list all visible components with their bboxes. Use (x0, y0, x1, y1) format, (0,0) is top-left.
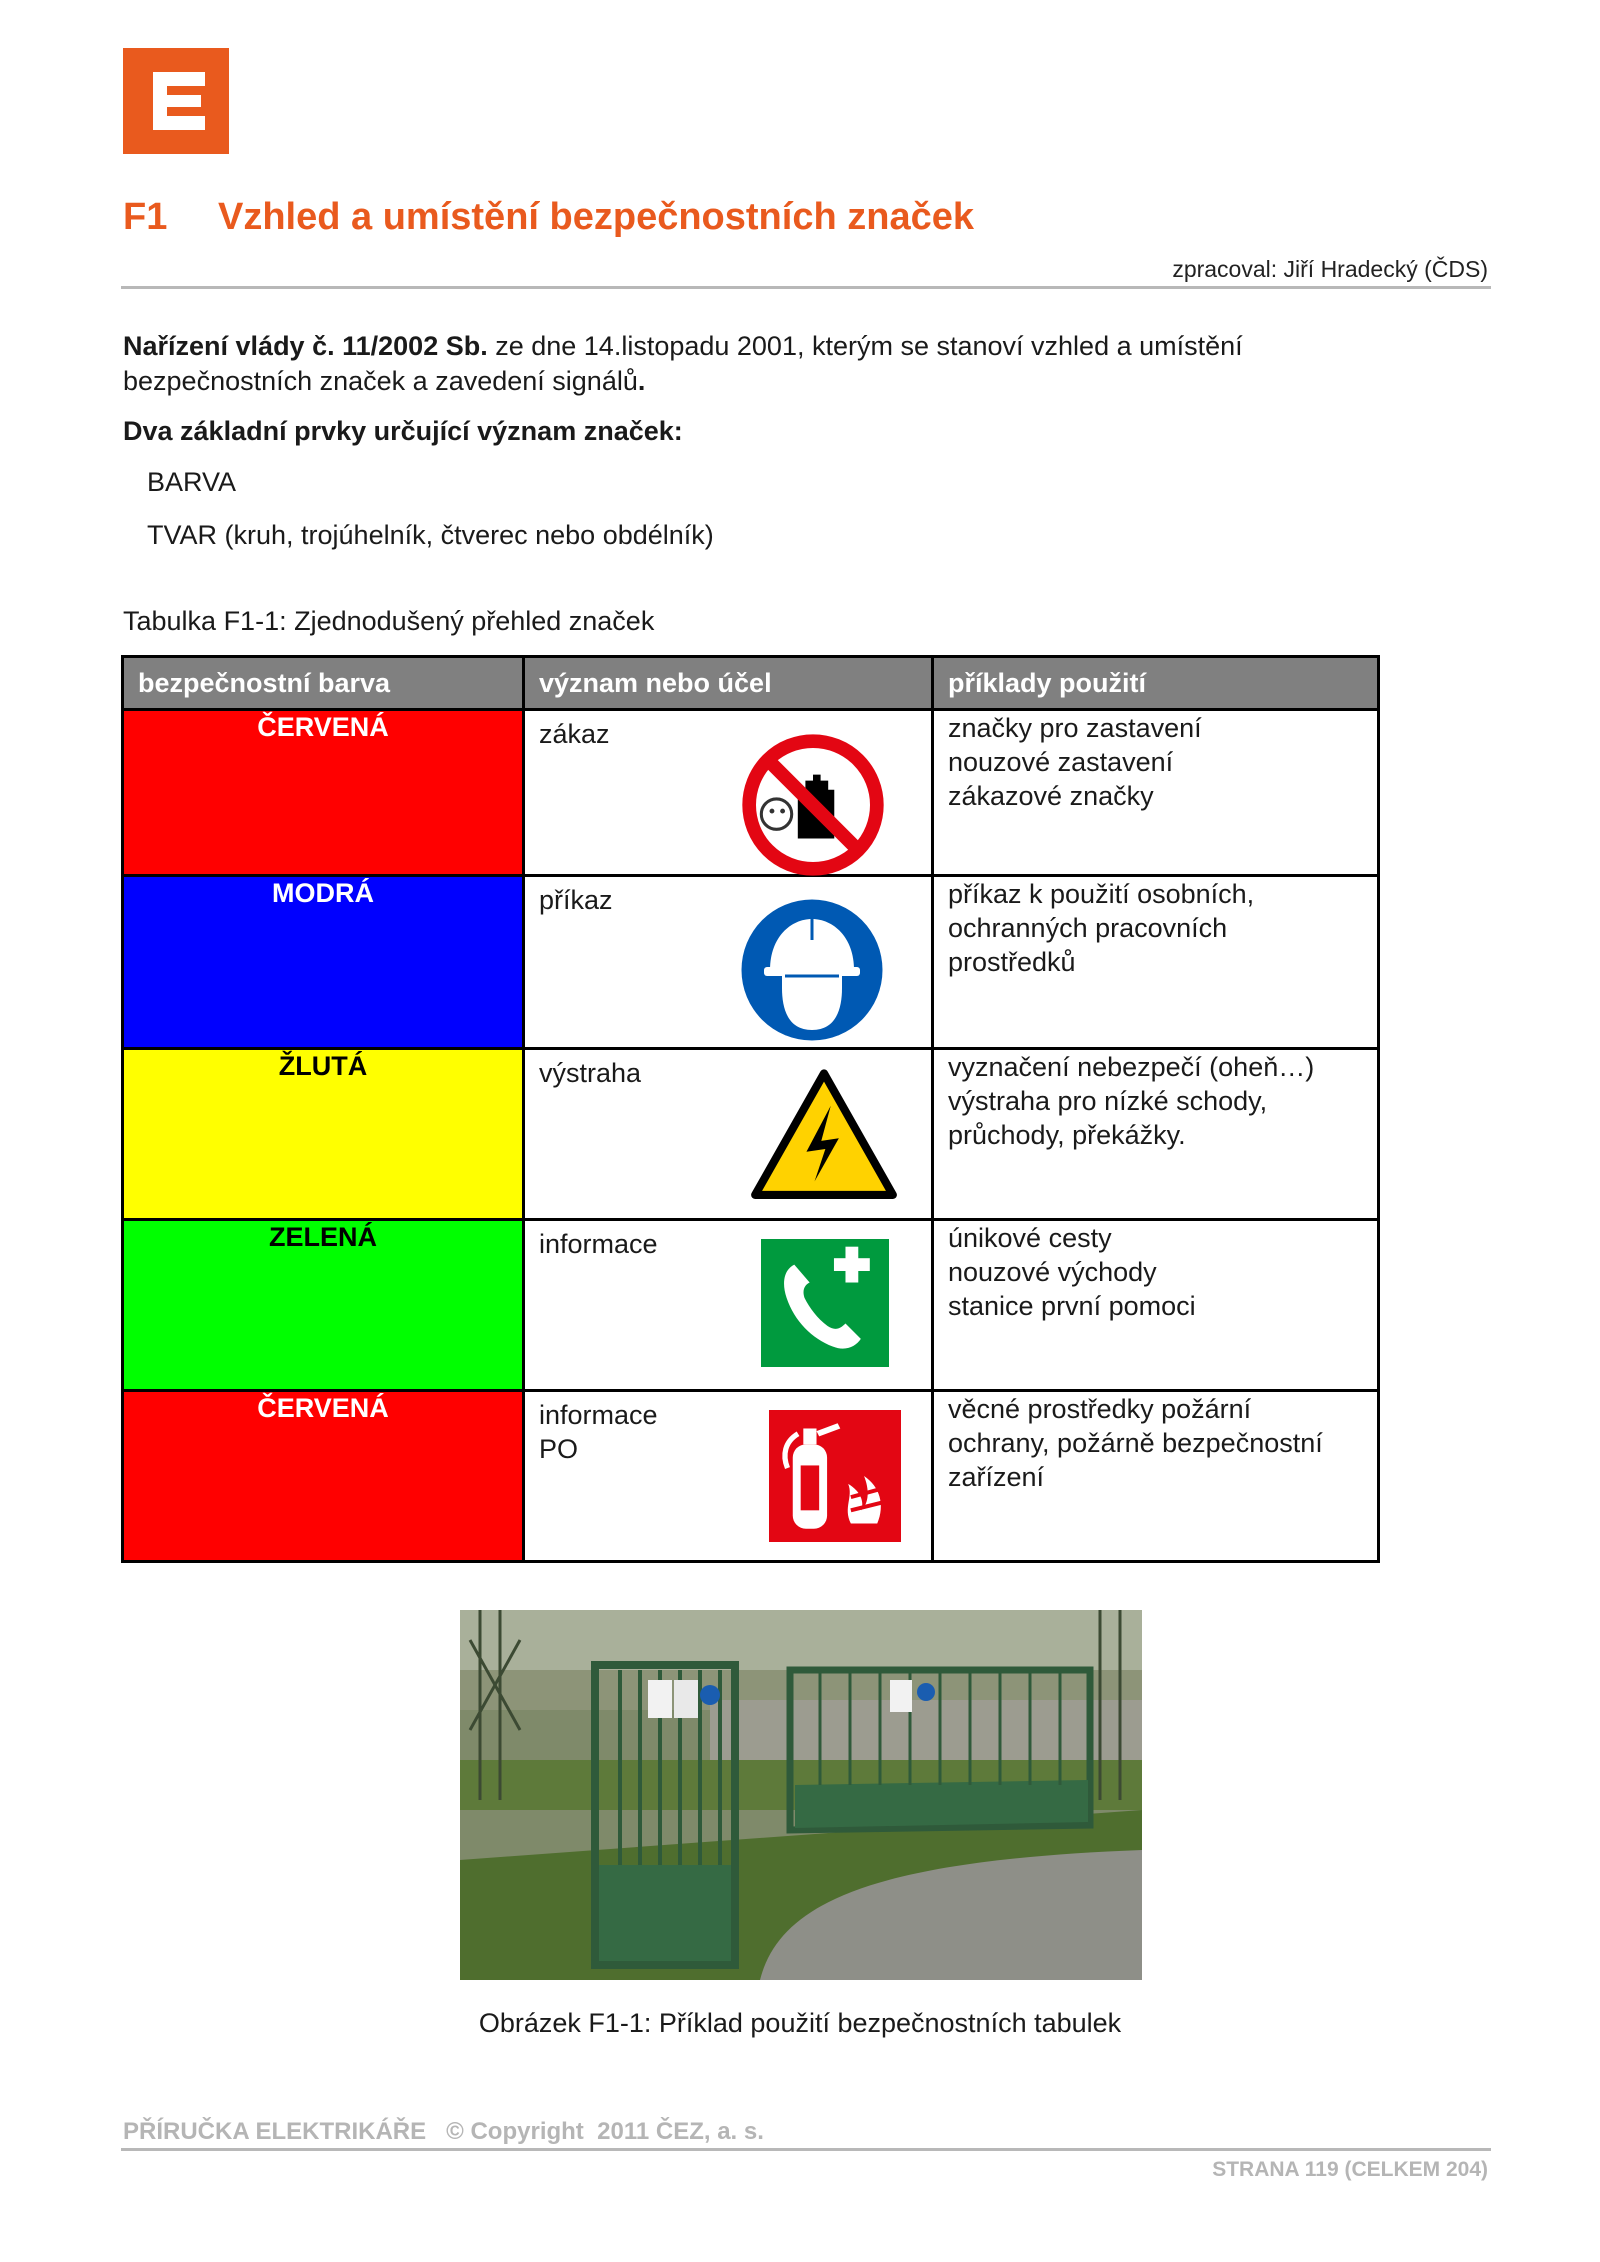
examples-cell (933, 1391, 1379, 1562)
prohibition-icon (737, 729, 889, 881)
example-item: nouzové zastavení (948, 747, 1174, 777)
footer-copyright: PŘÍRUČKA ELEKTRIKÁŘE © Copyright 2011 ČEZ, a. s. (123, 2118, 764, 2145)
examples-cell (933, 1220, 1379, 1391)
high-voltage-warning-icon (749, 1068, 899, 1203)
table-caption: Tabulka F1-1: Zjednodušený přehled značek (123, 606, 655, 636)
meaning-cell (524, 1049, 933, 1220)
table-row (123, 1391, 1379, 1562)
section-number: F1 (123, 196, 168, 238)
intro-paragraph (123, 329, 1383, 399)
example-item: stanice první pomoci (948, 1291, 1196, 1321)
table-row (123, 710, 1379, 876)
example-item: prostředků (948, 947, 1076, 977)
meaning-text: příkaz (539, 885, 613, 915)
examples-cell (933, 710, 1379, 876)
example-item: nouzové východy (948, 1257, 1157, 1287)
page-title (123, 196, 974, 239)
example-item: průchody, překážky. (948, 1120, 1186, 1150)
example-item: příkaz k použití osobních, (948, 879, 1255, 909)
color-cell: ZELENÁ (123, 1220, 524, 1391)
example-item: zařízení (948, 1462, 1045, 1492)
color-cell: ČERVENÁ (123, 710, 524, 876)
table-row (123, 1049, 1379, 1220)
table-header-row (123, 657, 1379, 710)
page-number: STRANA 119 (CELKEM 204) (1212, 2158, 1488, 2181)
law-reference: Nařízení vlády č. 11/2002 Sb. (123, 331, 488, 361)
meaning-text: výstraha (539, 1058, 642, 1088)
color-cell: ŽLUTÁ (123, 1049, 524, 1220)
meaning-text: informace (539, 1229, 658, 1259)
footer-divider (121, 2148, 1491, 2151)
elements-heading: Dva základní prvky určující význam značek: (123, 416, 683, 446)
header-examples: příklady použití (933, 657, 1379, 710)
fire-extinguisher-icon (769, 1410, 901, 1542)
meaning-cell (524, 876, 933, 1049)
example-item: výstraha pro nízké schody, (948, 1086, 1268, 1116)
color-cell: MODRÁ (123, 876, 524, 1049)
meaning-text: informace PO (539, 1400, 658, 1464)
example-item: ochranných pracovních (948, 913, 1228, 943)
gate-photograph (460, 1610, 1142, 1980)
example-item: zákazové značky (948, 781, 1154, 811)
example-item: značky pro zastavení (948, 713, 1202, 743)
author-line: zpracoval: Jiří Hradecký (ČDS) (1172, 256, 1488, 282)
cez-logo (123, 48, 229, 154)
law-end: . (637, 366, 646, 396)
example-item: věcné prostředky požární (948, 1394, 1252, 1424)
color-cell: ČERVENÁ (123, 1391, 524, 1562)
examples-cell (933, 876, 1379, 1049)
table-row (123, 1220, 1379, 1391)
header-meaning: význam nebo účel (524, 657, 933, 710)
example-item: ochrany, požárně bezpečnostní (948, 1428, 1323, 1458)
meaning-text: zákaz (539, 719, 610, 749)
figure-caption: Obrázek F1-1: Příklad použití bezpečnostních tabulek (478, 2008, 1122, 2038)
meaning-cell (524, 1220, 933, 1391)
meaning-cell (524, 710, 933, 876)
section-title: Vzhled a umístění bezpečnostních značek (218, 196, 974, 238)
header-safety-color: bezpečnostní barva (123, 657, 524, 710)
example-item: vyznačení nebezpečí (oheň…) (948, 1052, 1315, 1082)
examples-cell (933, 1049, 1379, 1220)
safety-signs-table (121, 655, 1380, 1563)
emergency-phone-icon (761, 1239, 889, 1367)
example-item: únikové cesty (948, 1223, 1112, 1253)
law-description: ze dne 14.listopadu 2001, kterým se stanoví vzhled a umístění bezpečnostních značek a zavedení signálů (123, 331, 1243, 396)
element-shape: TVAR (kruh, trojúhelník, čtverec nebo obdélník) (147, 520, 714, 550)
hard-hat-icon (737, 895, 887, 1045)
meaning-cell (524, 1391, 933, 1562)
table-row (123, 876, 1379, 1049)
header-divider (121, 286, 1491, 289)
element-color: BARVA (147, 467, 237, 497)
